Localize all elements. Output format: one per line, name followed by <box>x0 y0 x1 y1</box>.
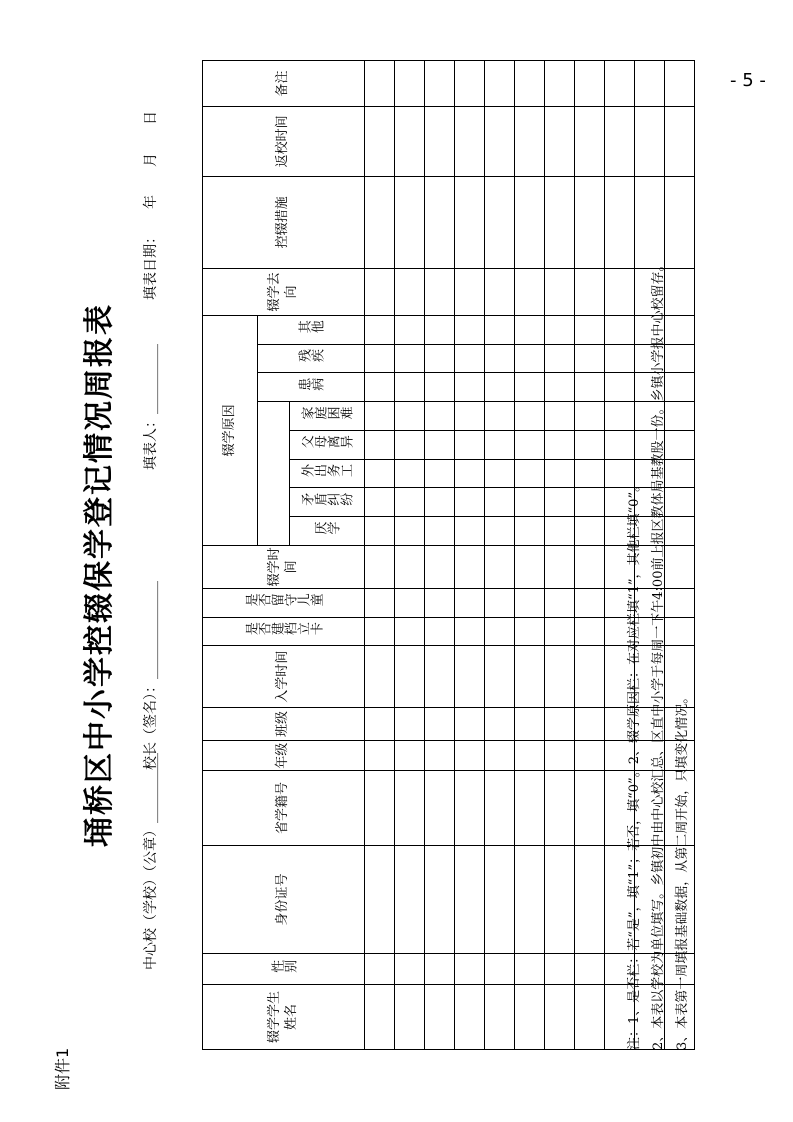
document-page <box>50 60 770 1090</box>
table-cell <box>395 488 425 517</box>
table-cell <box>425 269 455 316</box>
table-cell <box>365 488 395 517</box>
fill-date-field: 填表日期： 年 月 日 <box>143 111 159 300</box>
page-number: - 5 - <box>730 70 766 91</box>
table-cell <box>515 402 545 431</box>
table-cell <box>605 107 635 177</box>
table-cell <box>575 107 605 177</box>
table-row <box>455 61 485 1050</box>
table-cell <box>395 707 425 740</box>
table-cell <box>665 61 695 107</box>
table-cell <box>485 984 515 1049</box>
note-line: 2、本表以学校为单位填写。乡镇初中由中心校汇总、区直中小学于每周一下午4:00前上报区教体局基教股一份。乡镇小学报中心校留存。 <box>651 258 666 1050</box>
table-cell <box>575 617 605 646</box>
table-cell <box>545 430 575 459</box>
table-cell <box>545 984 575 1049</box>
table-cell <box>545 459 575 488</box>
header-id-number: 身份证号 <box>203 845 365 954</box>
table-cell <box>545 176 575 268</box>
table-cell <box>395 176 425 268</box>
table-cell <box>515 176 545 268</box>
table-cell <box>545 771 575 845</box>
table-cell <box>485 459 515 488</box>
table-cell <box>365 845 395 954</box>
table-cell <box>515 344 545 373</box>
table-cell <box>485 646 515 707</box>
table-cell <box>365 984 395 1049</box>
table-cell <box>485 588 515 617</box>
table-cell <box>425 984 455 1049</box>
table-cell <box>365 402 395 431</box>
table-cell <box>425 373 455 402</box>
table-cell <box>395 344 425 373</box>
table-cell <box>515 741 545 771</box>
table-cell <box>425 545 455 588</box>
table-cell <box>485 176 515 268</box>
table-cell <box>455 107 485 177</box>
table-cell <box>455 646 485 707</box>
header-archived: 是否建档立卡 <box>203 617 365 646</box>
note-line: 注：1、是否栏：若“是”，填“1”；若否，填“0”。2、辍学原因栏：在对应栏填“1”，其他栏填“0”。 <box>627 478 642 1050</box>
table-cell <box>425 488 455 517</box>
table-cell <box>365 771 395 845</box>
table-cell <box>455 845 485 954</box>
table-cell <box>455 344 485 373</box>
table-cell <box>425 617 455 646</box>
header-reason-weariness: 厌学 <box>290 517 365 546</box>
table-cell <box>485 269 515 316</box>
table-cell <box>425 741 455 771</box>
table-cell <box>665 107 695 177</box>
note-line: 3、本表第一周填报基础数据，从第二周开始，只填变化情况。 <box>675 690 690 1050</box>
table-cell <box>515 771 545 845</box>
table-cell <box>395 61 425 107</box>
table-cell <box>365 373 395 402</box>
table-cell <box>575 344 605 373</box>
header-reason-sick: 患病 <box>258 373 365 402</box>
table-cell <box>545 373 575 402</box>
table-row <box>575 61 605 1050</box>
table-cell <box>395 954 425 985</box>
table-cell <box>515 430 545 459</box>
table-cell <box>575 845 605 954</box>
table-cell <box>365 741 395 771</box>
table-cell <box>515 517 545 546</box>
header-left-behind: 是否留守儿童 <box>203 588 365 617</box>
table-cell <box>635 61 665 107</box>
table-cell <box>515 545 545 588</box>
table-cell <box>365 107 395 177</box>
table-cell <box>575 269 605 316</box>
table-cell <box>485 373 515 402</box>
table-cell <box>425 430 455 459</box>
table-cell <box>395 617 425 646</box>
table-row <box>485 61 515 1050</box>
table-cell <box>485 517 515 546</box>
header-enroll-time: 入学时间 <box>203 646 365 707</box>
table-cell <box>575 771 605 845</box>
table-cell <box>485 707 515 740</box>
table-cell <box>455 954 485 985</box>
table-cell <box>485 845 515 954</box>
table-cell <box>575 984 605 1049</box>
reason-blank <box>258 402 290 546</box>
table-cell <box>605 61 635 107</box>
table-cell <box>575 176 605 268</box>
table-cell <box>455 617 485 646</box>
table-cell <box>425 771 455 845</box>
table-cell <box>425 344 455 373</box>
table-cell <box>455 588 485 617</box>
header-reason-dispute: 矛盾纠纷 <box>290 488 365 517</box>
table-cell <box>395 459 425 488</box>
attachment-label: 附件1 <box>53 1047 72 1090</box>
table-cell <box>515 617 545 646</box>
table-cell <box>365 176 395 268</box>
table-cell <box>455 488 485 517</box>
table-cell <box>455 707 485 740</box>
table-cell <box>395 107 425 177</box>
table-cell <box>425 845 455 954</box>
table-cell <box>485 430 515 459</box>
header-measures: 控辍措施 <box>203 176 365 268</box>
table-cell <box>425 707 455 740</box>
table-cell <box>425 459 455 488</box>
table-row <box>515 61 545 1050</box>
header-name: 辍学学生姓名 <box>203 984 365 1049</box>
table-cell <box>515 588 545 617</box>
table-cell <box>575 430 605 459</box>
form-title: 埇桥区中小学控辍保学登记情况周报表 <box>82 303 117 847</box>
header-dropout-time: 辍学时间 <box>203 545 365 588</box>
table-cell <box>395 646 425 707</box>
table-cell <box>545 402 575 431</box>
table-cell <box>485 344 515 373</box>
table-cell <box>365 315 395 344</box>
table-cell <box>575 517 605 546</box>
table-cell <box>635 107 665 177</box>
table-cell <box>515 315 545 344</box>
table-cell <box>575 459 605 488</box>
school-seal-field: 中心校（学校）（公章）__________ <box>143 753 159 970</box>
table-cell <box>425 588 455 617</box>
table-cell <box>395 373 425 402</box>
table-cell <box>455 517 485 546</box>
table-cell <box>545 315 575 344</box>
header-destination: 辍学去向 <box>203 269 365 316</box>
table-cell <box>395 771 425 845</box>
table-cell <box>395 430 425 459</box>
table-cell <box>575 588 605 617</box>
table-cell <box>455 984 485 1049</box>
table-cell <box>575 488 605 517</box>
header-reason-migrant-work: 外出务工 <box>290 459 365 488</box>
table-cell <box>425 646 455 707</box>
table-row <box>425 61 455 1050</box>
table-cell <box>455 430 485 459</box>
filler-field: 填表人：__________ <box>143 344 159 470</box>
header-reason-group: 辍学原因 <box>203 315 258 545</box>
table-cell <box>515 845 545 954</box>
table-cell <box>485 61 515 107</box>
table-cell <box>545 707 575 740</box>
table-cell <box>545 617 575 646</box>
table-cell <box>515 61 545 107</box>
table-cell <box>545 588 575 617</box>
table-cell <box>395 402 425 431</box>
table-cell <box>425 61 455 107</box>
table-cell <box>425 315 455 344</box>
table-cell <box>545 488 575 517</box>
table-cell <box>485 107 515 177</box>
principal-signature-field: 校长（签名）：______________ <box>143 581 159 770</box>
table-cell <box>455 545 485 588</box>
table-cell <box>395 984 425 1049</box>
table-cell <box>545 61 575 107</box>
table-cell <box>455 176 485 268</box>
table-cell <box>425 402 455 431</box>
table-cell <box>545 269 575 316</box>
header-student-no: 省学籍号 <box>203 771 365 845</box>
table-cell <box>455 771 485 845</box>
header-remarks: 备注 <box>203 61 365 107</box>
table-cell <box>395 315 425 344</box>
table-cell <box>365 954 395 985</box>
table-cell <box>395 269 425 316</box>
table-cell <box>575 545 605 588</box>
header-reason-disabled: 残疾 <box>258 344 365 373</box>
table-cell <box>545 344 575 373</box>
table-cell <box>545 741 575 771</box>
table-cell <box>365 517 395 546</box>
table-cell <box>395 588 425 617</box>
table-cell <box>485 488 515 517</box>
table-cell <box>515 373 545 402</box>
table-cell <box>395 741 425 771</box>
table-cell <box>365 459 395 488</box>
table-row <box>395 61 425 1050</box>
table-cell <box>455 741 485 771</box>
table-cell <box>365 588 395 617</box>
table-cell <box>485 741 515 771</box>
table-cell <box>455 61 485 107</box>
table-cell <box>515 269 545 316</box>
table-cell <box>485 315 515 344</box>
table-cell <box>395 517 425 546</box>
table-cell <box>455 402 485 431</box>
table-cell <box>575 61 605 107</box>
table-cell <box>365 617 395 646</box>
header-reason-divorce: 父母离异 <box>290 430 365 459</box>
header-reason-other: 其他 <box>258 315 365 344</box>
table-cell <box>365 269 395 316</box>
table-cell <box>575 954 605 985</box>
registration-table <box>202 60 695 1050</box>
table-cell <box>545 954 575 985</box>
table-cell <box>365 61 395 107</box>
header-grade: 年级 <box>203 741 365 771</box>
notes-block <box>623 259 695 1050</box>
table-cell <box>365 344 395 373</box>
table-cell <box>485 402 515 431</box>
table-cell <box>575 373 605 402</box>
table-cell <box>545 545 575 588</box>
table-cell <box>455 459 485 488</box>
table-cell <box>515 954 545 985</box>
table-cell <box>365 545 395 588</box>
table-cell <box>545 845 575 954</box>
header-gender: 性别 <box>203 954 365 985</box>
table-cell <box>545 107 575 177</box>
table-cell <box>545 517 575 546</box>
header-return-time: 返校时间 <box>203 107 365 177</box>
header-class: 班级 <box>203 707 365 740</box>
table-cell <box>515 459 545 488</box>
table-cell <box>515 488 545 517</box>
header-row-1 <box>203 61 258 1050</box>
table-cell <box>545 646 575 707</box>
table-cell <box>575 402 605 431</box>
table-cell <box>425 954 455 985</box>
table-cell <box>515 646 545 707</box>
table-cell <box>395 845 425 954</box>
table-cell <box>425 107 455 177</box>
header-reason-poverty: 家庭困难 <box>290 402 365 431</box>
table-cell <box>515 984 545 1049</box>
table-cell <box>395 545 425 588</box>
table-cell <box>485 954 515 985</box>
table-cell <box>455 269 485 316</box>
table-row <box>545 61 575 1050</box>
table-cell <box>575 741 605 771</box>
table-cell <box>455 373 485 402</box>
table-cell <box>635 176 665 268</box>
table-cell <box>425 176 455 268</box>
table-cell <box>575 707 605 740</box>
table-cell <box>365 646 395 707</box>
table-cell <box>485 771 515 845</box>
table-cell <box>455 315 485 344</box>
table-cell <box>485 617 515 646</box>
table-cell <box>515 707 545 740</box>
table-row <box>365 61 395 1050</box>
table-cell <box>515 107 545 177</box>
table-cell <box>365 430 395 459</box>
table-cell <box>575 646 605 707</box>
table-cell <box>605 176 635 268</box>
table-cell <box>425 517 455 546</box>
table-cell <box>665 176 695 268</box>
table-cell <box>365 707 395 740</box>
table-cell <box>485 545 515 588</box>
table-cell <box>575 315 605 344</box>
